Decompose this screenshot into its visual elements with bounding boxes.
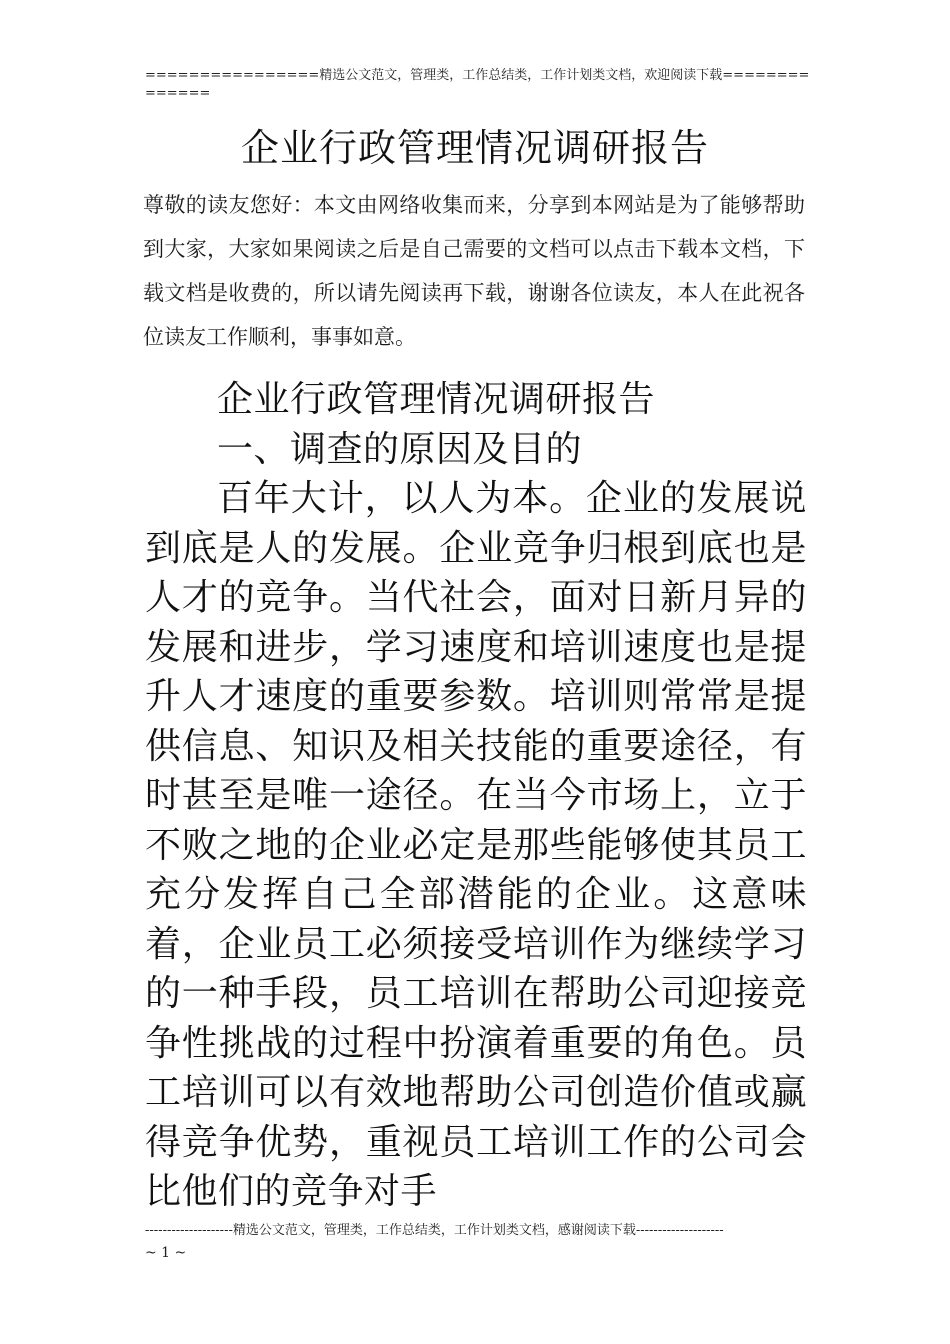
body-paragraph: 百年大计，以人为本。企业的发展说到底是人的发展。企业竞争归根到底也是人才的竞争。当代社会，面对日新月异的发展和进步，学习速度和培训速度也是提升人才速度的重要参数。培训则常常是提供信息、知识及相关技能的重要途径，有时甚至是唯一途径。在当今市场上，立于不败之地的企业必定是那些能够使其员工充分发挥自己全部潜能的企业。这意味着，企业员工必须接受培训作为继续学习的一种手段，员工培训在帮助公司迎接竞争性挑战的过程中扮演着重要的角色。员工培训可以有效地帮助公司创造价值或赢得竞争优势，重视员工培训工作的公司会比他们的竞争对手 [145, 478, 807, 1212]
page-number: ~ 1 ~ [145, 1245, 187, 1261]
page-header: ================精选公文范文，管理类，工作总结类，工作计划类文档，欢迎阅读下载============== [145, 68, 810, 101]
document-body [145, 375, 807, 1217]
page-footer: --------------------精选公文范文，管理类，工作总结类，工作计划类文档，感谢阅读下载-------------------- [145, 1223, 724, 1238]
document-title: 企业行政管理情况调研报告 [240, 126, 709, 170]
section-heading: 一、调查的原因及目的 [217, 428, 583, 470]
reader-notice: 尊敬的读友您好：本文由网络收集而来，分享到本网站是为了能够帮助到大家，大家如果阅读之后是自己需要的文档可以点击下载本文档，下载文档是收费的，所以请先阅读再下载，谢谢各位读友，本人在此祝各位读友工作顺利，事事如意。 [143, 193, 805, 349]
body-title: 企业行政管理情况调研报告 [217, 379, 656, 420]
